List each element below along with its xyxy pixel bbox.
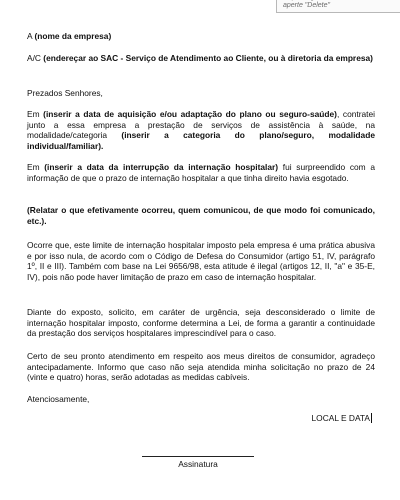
instruction-tooltip bbox=[276, 0, 400, 13]
interruption-date-placeholder[interactable]: (inserir a data da interrupção da internação hospitalar) bbox=[44, 162, 279, 172]
signature-label[interactable]: Assinatura bbox=[178, 459, 218, 469]
paragraph-deadline[interactable]: Certo de seu pronto atendimento em respeito aos meus direitos de consumidor, agradeço antecipadamente. Informo que caso não seja atendida minha solicitação no prazo de 24 (vinte e quatro) horas, serão adotadas as medidas cabíveis. bbox=[27, 351, 375, 382]
acquisition-date-placeholder[interactable]: (inserir a data de aquisição e/ou adaptação do plano ou seguro-saúde) bbox=[43, 109, 337, 119]
paragraph-report[interactable] bbox=[27, 205, 375, 226]
local-date-line[interactable] bbox=[27, 413, 372, 424]
local-date[interactable]: LOCAL E DATA bbox=[311, 413, 370, 423]
paragraph-legal-basis[interactable]: Ocorre que, este limite de internação hospitalar imposto pela empresa é uma prática abusiva e por isso nula, de acordo com o Código de Defesa do Consumidor (artigo 51, IV, parágrafo 1º, II e III). Também com base na Lei 9656/98, esta atitude é ilegal (artigos 12, II, "a" e 35-E, IV), pois não pode haver limitação de prazo em caso de internação hospitalar. bbox=[27, 240, 375, 282]
text-cursor bbox=[371, 413, 372, 423]
report-placeholder[interactable]: (Relatar o que efetivamente ocorreu, quem comunicou, de que modo foi comunicado, etc.). bbox=[27, 205, 375, 226]
paragraph-contract[interactable]: Em (inserir a data de aquisição e/ou adaptação do plano ou seguro-saúde), contratei junto a essa empresa a prestação de serviços de assistência à saúde, na modalidade/categoria (inserir a categoria do plano/seguro, modalidade individual/familiar). bbox=[27, 109, 375, 151]
tooltip-line-2: aperte "Delete" bbox=[283, 2, 330, 9]
attention-placeholder[interactable]: (endereçar ao SAC - Serviço de Atendimento ao Cliente, ou à diretoria da empresa) bbox=[43, 53, 373, 63]
paragraph-interruption[interactable]: Em (inserir a data da interrupção da internação hospitalar) fui surpreendido com a informação de que o prazo de internação hospitalar a que tinha direito havia esgotado. bbox=[27, 162, 375, 183]
closing[interactable]: Atenciosamente, bbox=[27, 394, 90, 404]
greeting[interactable]: Prezados Senhores, bbox=[27, 88, 103, 98]
company-placeholder[interactable]: (nome da empresa) bbox=[34, 31, 112, 41]
paragraph-request[interactable]: Diante do exposto, solicito, em caráter de urgência, seja desconsiderado o limite de internação hospitalar imposto, conforme determina a Lei, de forma a garantir a continuidade da prestação dos serviços hospitalares imprescindível para o caso. bbox=[27, 307, 375, 338]
signature-line bbox=[142, 456, 254, 457]
attention-line[interactable]: A/C (endereçar ao SAC - Serviço de Atendimento ao Cliente, ou à diretoria da empresa) bbox=[27, 53, 373, 63]
plan-category-placeholder[interactable]: (inserir a categoria do plano/seguro, modalidade individual/familiar). bbox=[27, 130, 375, 151]
recipient-company[interactable]: A (nome da empresa) bbox=[27, 31, 112, 41]
